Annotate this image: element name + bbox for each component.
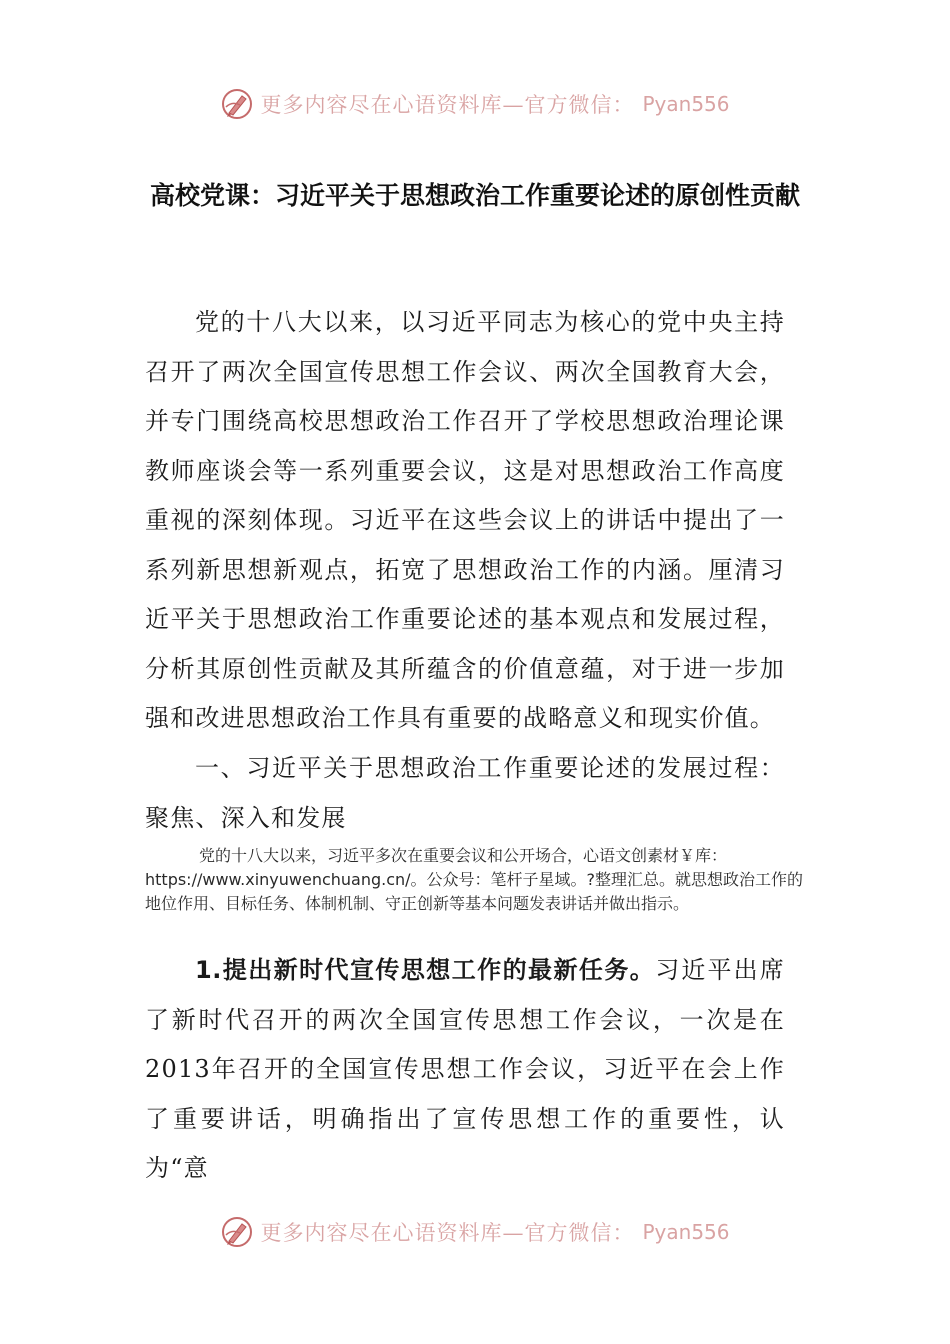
- pen-nib-logo-icon: [220, 1215, 254, 1249]
- point-1-text: 习近平出席了新时代召开的两次全国宣传思想工作会议，一次是在2013年召开的全国宣传思想工作会议，习近平在会上作了重要讲话，明确指出了宣传思想工作的重要性，认为“意: [145, 956, 785, 1182]
- section-heading: 一、习近平关于思想政治工作重要论述的发展过程：聚焦、深入和发展: [145, 754, 785, 832]
- header-watermark: [0, 84, 950, 124]
- watermark-text: 更多内容尽在心语资料库—官方微信：: [260, 93, 635, 117]
- intro-paragraph: 党的十八大以来，以习近平同志为核心的党中央主持召开了两次全国宣传思想工作会议、两次全国教育大会，并专门围绕高校思想政治工作召开了学校思想政治理论课教师座谈会等一系列重要会议，这是对思想政治工作高度重视的深刻体现。习近平在这些会议上的讲话中提出了一系列新思想新观点，拓宽了思想政治工作的内涵。厘清习近平关于思想政治工作重要论述的基本观点和发展过程，分析其原创性贡献及其所蕴含的价值意蕴，对于进一步加强和改进思想政治工作具有重要的战略意义和现实价值。: [145, 308, 785, 732]
- watermark-text: 更多内容尽在心语资料库—官方微信：: [260, 1221, 635, 1245]
- watermark-wechat-id: Pyan556: [642, 92, 730, 116]
- document-title: 高校党课：习近平关于思想政治工作重要论述的原创性贡献: [149, 181, 800, 210]
- pen-nib-logo-icon: [220, 87, 254, 121]
- inserted-note: 党的十八大以来，习近平多次在重要会议和公开场合，心语文创素材￥库：https://www.xinyuwenchuang.cn/。公众号：笔杆子星域。?整理汇总。就思想政治工作的地位作用、目标任务、体制机制、守正创新等基本问题发表讲话并做出指示。: [145, 846, 804, 913]
- watermark-wechat-id: Pyan556: [642, 1220, 730, 1244]
- point-1-paragraph: [145, 946, 785, 1194]
- point-1-lead: 1.提出新时代宣传思想工作的最新任务。: [195, 956, 656, 984]
- footer-watermark: [0, 1212, 950, 1252]
